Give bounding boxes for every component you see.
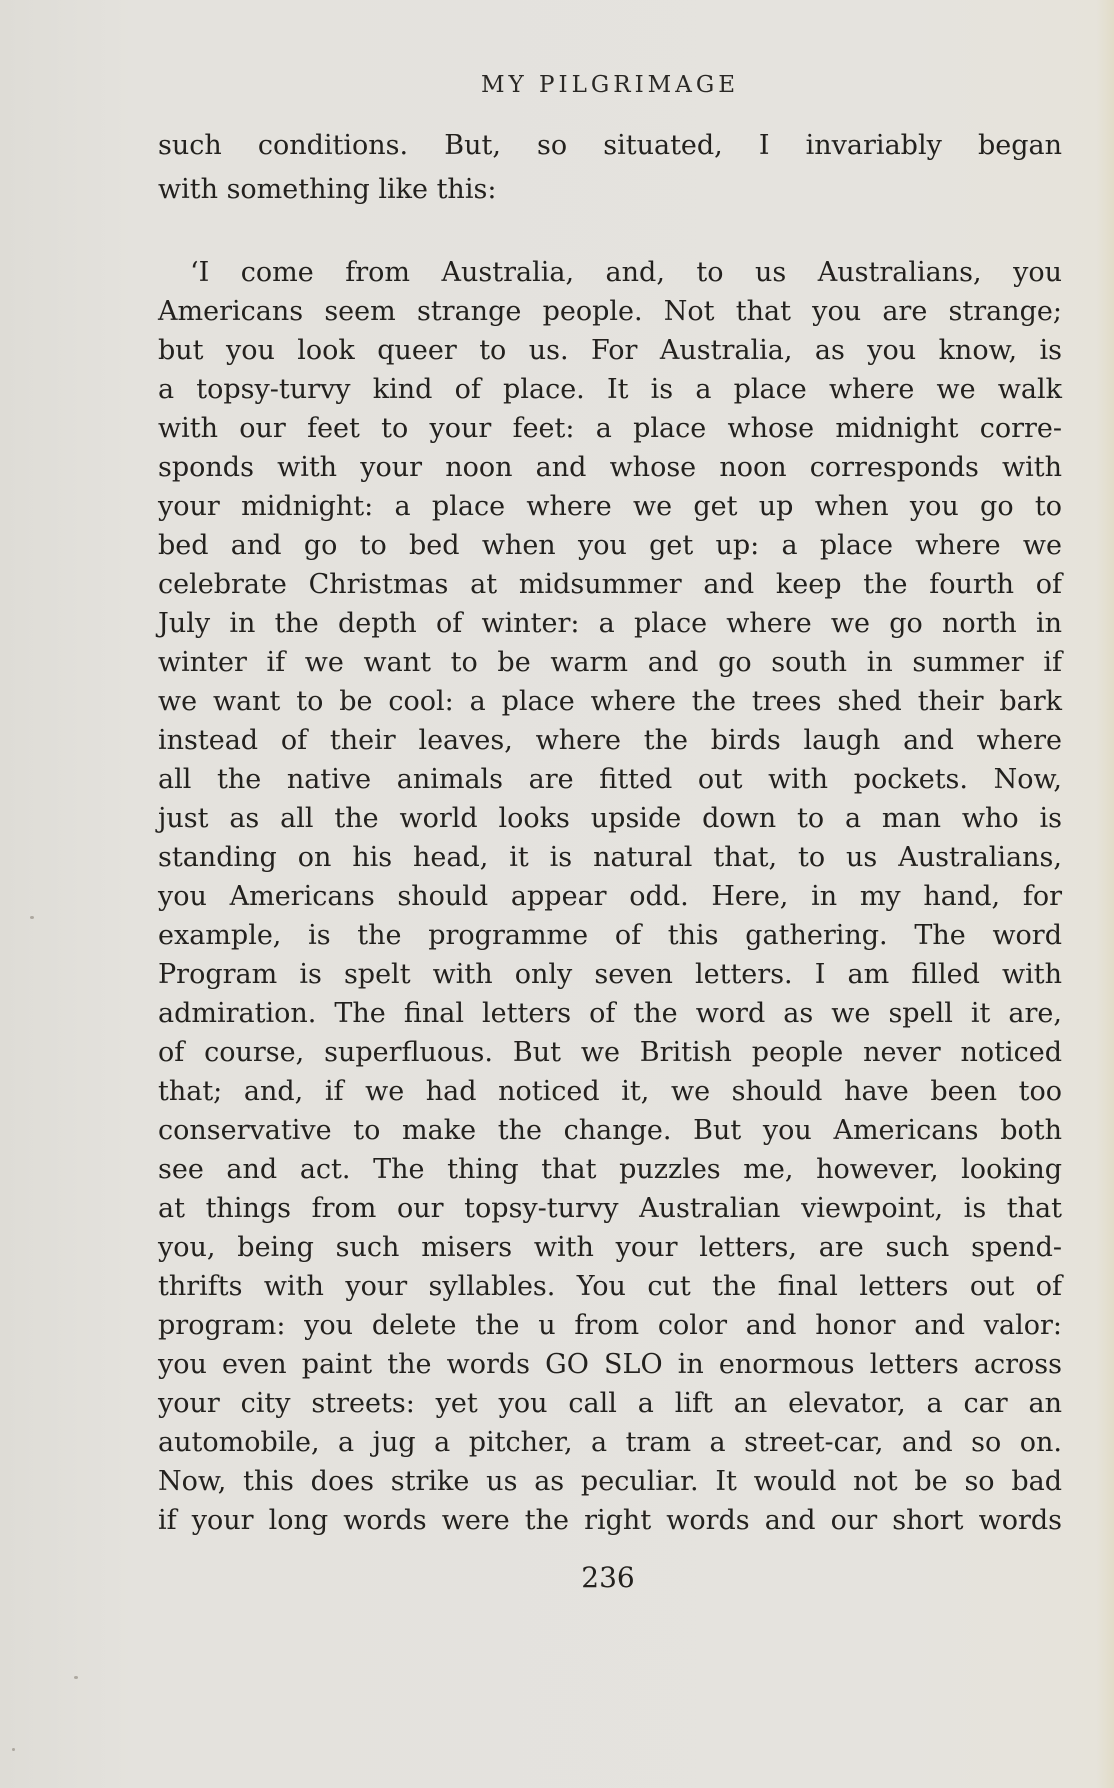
text-line: winter if we want to be warm and go south in summer if <box>158 647 1062 678</box>
text-line: if your long words were the right words and our short words <box>158 1505 1062 1536</box>
text-line: see and act. The thing that puzzles me, however, looking <box>158 1154 1062 1185</box>
text-line: we want to be cool: a place where the trees shed their bark <box>158 686 1062 717</box>
text-line: a topsy-turvy kind of place. It is a place where we walk <box>158 374 1062 405</box>
text-line: example, is the programme of this gathering. The word <box>158 920 1062 951</box>
paragraph-quote <box>158 253 1062 1540</box>
text-line: July in the depth of winter: a place where we go north in <box>158 608 1062 639</box>
text-line: instead of their leaves, where the birds laugh and where <box>158 725 1062 756</box>
text-line: such conditions. But, so situated, I invariably began <box>158 130 1062 161</box>
text-line: but you look queer to us. For Australia, as you know, is <box>158 335 1062 366</box>
text-line: automobile, a jug a pitcher, a tram a street-car, and so on. <box>158 1427 1062 1458</box>
text-line: just as all the world looks upside down to a man who is <box>158 803 1062 834</box>
text-line: of course, superfluous. But we British people never noticed <box>158 1037 1062 1068</box>
text-line: thrifts with your syllables. You cut the final letters out of <box>158 1271 1062 1302</box>
paper-speck <box>74 1676 78 1679</box>
text-line: all the native animals are fitted out with pockets. Now, <box>158 764 1062 795</box>
text-line: you Americans should appear odd. Here, in my hand, for <box>158 881 1062 912</box>
page-number: 236 <box>581 1561 635 1594</box>
paper-speck <box>30 916 34 919</box>
page-edge-shading <box>1096 0 1114 1788</box>
text-line: that; and, if we had noticed it, we should have been too <box>158 1076 1062 1107</box>
text-line: ‘I come from Australia, and, to us Australians, you <box>190 257 1062 288</box>
text-line: bed and go to bed when you get up: a place where we <box>158 530 1062 561</box>
text-line: you even paint the words GO SLO in enormous letters across <box>158 1349 1062 1380</box>
text-line: conservative to make the change. But you Americans both <box>158 1115 1062 1146</box>
text-line: at things from our topsy-turvy Australian viewpoint, is that <box>158 1193 1062 1224</box>
text-line: you, being such misers with your letters, are such spend- <box>158 1232 1062 1263</box>
text-line: Now, this does strike us as peculiar. It would not be so bad <box>158 1466 1062 1497</box>
text-line: your city streets: yet you call a lift an elevator, a car an <box>158 1388 1062 1419</box>
text-line: your midnight: a place where we get up when you go to <box>158 491 1062 522</box>
text-line: Program is spelt with only seven letters. I am filled with <box>158 959 1062 990</box>
text-line: with our feet to your feet: a place whose midnight corre- <box>158 413 1062 444</box>
text-line: celebrate Christmas at midsummer and keep the fourth of <box>158 569 1062 600</box>
running-header: MY PILGRIMAGE <box>481 72 739 98</box>
text-line: admiration. The final letters of the word as we spell it are, <box>158 998 1062 1029</box>
text-line: standing on his head, it is natural that, to us Australians, <box>158 842 1062 873</box>
text-line: program: you delete the u from color and honor and valor: <box>158 1310 1062 1341</box>
paragraph-continuation <box>158 124 1062 212</box>
text-line: sponds with your noon and whose noon corresponds with <box>158 452 1062 483</box>
text-line: with something like this: <box>158 174 497 205</box>
paper-speck <box>12 1748 15 1751</box>
text-line: Americans seem strange people. Not that you are strange; <box>158 296 1062 327</box>
